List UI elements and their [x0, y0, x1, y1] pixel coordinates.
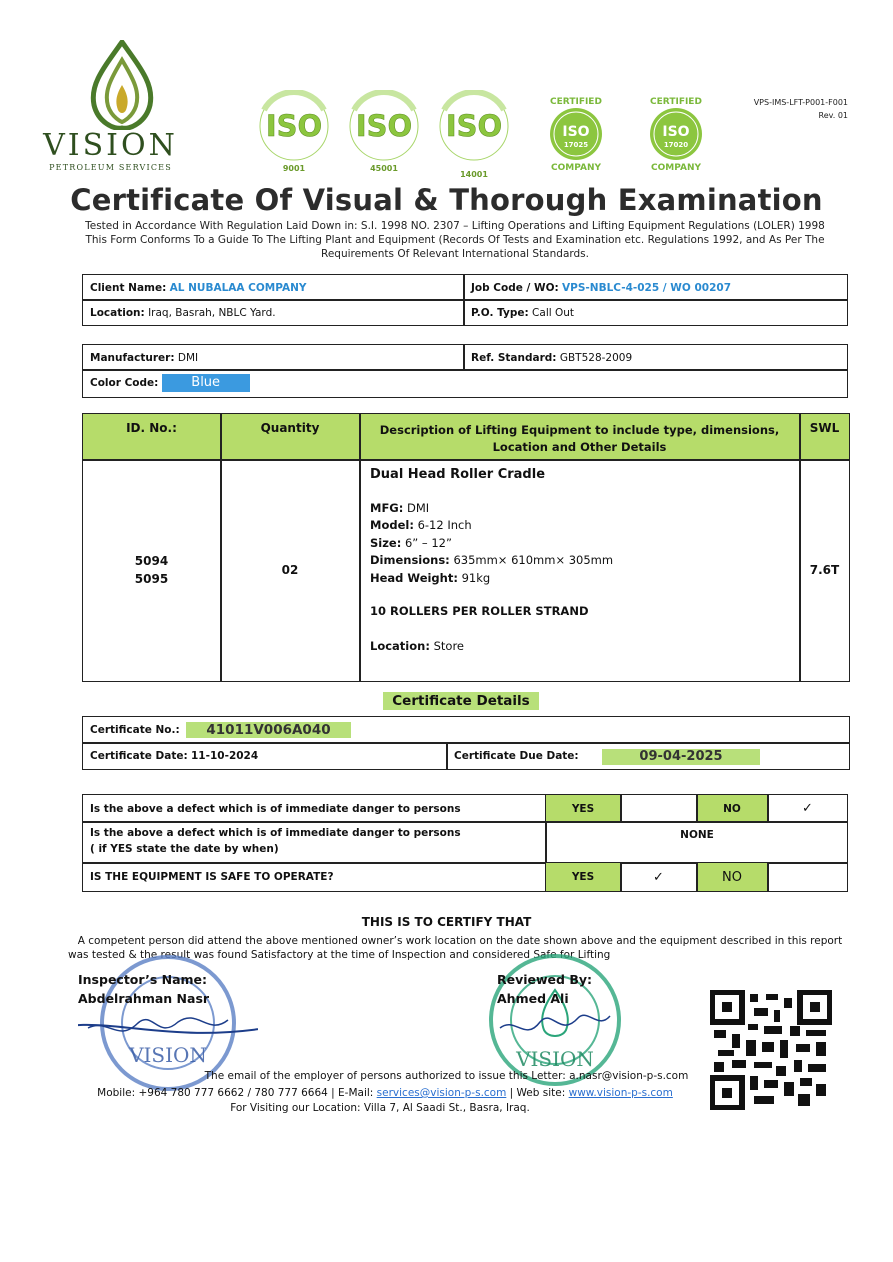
- head-weight-label: Head Weight:: [370, 570, 458, 585]
- defect-1-no: NO: [723, 802, 741, 815]
- equipment-id: 5094: [134, 554, 169, 568]
- col-header-desc-line: Description of Lifting Equipment to include type, dimensions,: [379, 423, 780, 437]
- dimensions-label: Dimensions:: [370, 553, 450, 567]
- col-header-desc-line: Location and Other Details: [492, 440, 667, 454]
- safe-to-operate-text: IS THE EQUIPMENT IS SAFE TO OPERATE?: [90, 871, 334, 883]
- manufacturer-value: DMI: [177, 351, 199, 364]
- svg-text:CERTIFIED: CERTIFIED: [550, 97, 602, 107]
- certify-heading: THIS IS TO CERTIFY THAT: [361, 915, 532, 929]
- doc-revision: Rev. 01: [818, 111, 848, 120]
- iso-number: 45001: [370, 164, 398, 173]
- iso-9001-badge: [250, 90, 338, 175]
- subtitle-line: Tested in Accordance With Regulation Laid Down in: S.I. 1998 NO. 2307 – Lifting Operations and Lifting Equipment Regulations (LOLER) 1998: [85, 220, 825, 232]
- ref-standard-value: GBT528-2009: [559, 351, 633, 364]
- svg-text:VISION: VISION: [516, 1047, 594, 1071]
- svg-text:CERTIFIED: CERTIFIED: [650, 97, 702, 107]
- item-location-value: Store: [433, 638, 464, 653]
- po-type-value: Call Out: [532, 306, 575, 319]
- svg-text:ISO: ISO: [562, 124, 590, 140]
- svg-text:COMPANY: COMPANY: [651, 163, 701, 172]
- defect-1-no-check-icon: ✓: [802, 801, 813, 816]
- footer-address: For Visiting our Location: Villa 7, Al Saadi St., Basra, Iraq.: [230, 1102, 530, 1114]
- size-value: 6” – 12”: [404, 535, 452, 550]
- page-title: Certificate Of Visual & Thorough Examination: [70, 183, 823, 217]
- svg-text:ISO: ISO: [662, 124, 690, 140]
- certificate-no-value: 41011V006A040: [186, 722, 350, 738]
- certificate-no-field: [84, 718, 351, 742]
- document-reference: [754, 96, 848, 122]
- certificate-due-label: Certificate Due Date:: [454, 750, 579, 762]
- certify-line-1: A competent person did attend the above mentioned owner’s work location on the date shown above and the equipment described in this report: [77, 935, 843, 947]
- equipment-name: Dual Head Roller Cradle: [370, 467, 546, 482]
- job-code-field: [465, 276, 731, 299]
- defect-question-2-line: Is the above a defect which is of immediate danger to persons: [90, 827, 461, 839]
- safe-to-operate-question: [84, 864, 334, 890]
- po-type-field: [465, 301, 574, 324]
- defect-question-2-line: ( if YES state the date by when): [90, 843, 279, 855]
- head-weight-value: 91kg: [461, 570, 491, 585]
- mfg-label: MFG:: [370, 500, 404, 515]
- footer-web-label: | Web site:: [506, 1087, 569, 1099]
- svg-text:ISO: ISO: [265, 109, 323, 143]
- iso-17020-badge: [642, 92, 710, 172]
- equipment-swl: 7.6T: [809, 563, 840, 577]
- certificate-details-title: Certificate Details: [383, 692, 539, 710]
- equipment-id-cell: [83, 552, 220, 588]
- certificate-due-value: 09-04-2025: [602, 749, 760, 765]
- defect-question-1-text: Is the above a defect which is of immediate danger to persons: [90, 802, 461, 815]
- ref-standard-label: Ref. Standard:: [471, 351, 557, 364]
- svg-text:ISO: ISO: [445, 109, 503, 143]
- inspector-name: Abdelrahman Nasr: [78, 991, 210, 1006]
- ref-standard-field: [465, 346, 632, 369]
- brand-wordmark: VISION: [43, 128, 178, 163]
- job-code-label: Job Code / WO:: [471, 281, 559, 294]
- item-location-label: Location:: [370, 638, 430, 653]
- reviewer-stamp-icon: [470, 950, 640, 1090]
- certificate-no-label: Certificate No.:: [90, 724, 180, 736]
- equipment-description: [370, 466, 795, 655]
- location-label: Location:: [90, 306, 145, 319]
- client-name-field: [84, 276, 307, 299]
- certify-line-2: was tested & the result was found Satisfactory at the time of Inspection and considered Safe for Lifting: [68, 949, 611, 961]
- location-field: [84, 301, 276, 324]
- certificate-date-field: [84, 743, 258, 769]
- model-label: Model:: [370, 518, 414, 532]
- iso-14001-badge: [430, 90, 518, 179]
- footer-website-link[interactable]: www.vision-p-s.com: [568, 1087, 673, 1099]
- iso-number: 14001: [460, 170, 488, 179]
- col-header-id: ID. No.:: [126, 421, 177, 435]
- svg-text:17020: 17020: [663, 141, 689, 149]
- col-header-swl: SWL: [809, 421, 840, 435]
- iso-number: 9001: [282, 164, 306, 173]
- brand-tagline: PETROLEUM SERVICES: [49, 163, 172, 172]
- job-code-value: VPS-NBLC-4-025 / WO 00207: [562, 281, 731, 294]
- vision-logo-drop-icon: [82, 40, 162, 130]
- color-code-field: [84, 371, 250, 394]
- iso-17025-badge: [542, 92, 610, 172]
- location-value: Iraq, Basrah, NBLC Yard.: [148, 306, 276, 319]
- svg-text:ISO: ISO: [355, 109, 413, 143]
- manufacturer-field: [84, 346, 198, 369]
- iso-45001-badge: [340, 90, 428, 175]
- svg-text:17025: 17025: [563, 141, 589, 149]
- safe-yes-check-icon: ✓: [653, 869, 664, 885]
- color-code-label: Color Code:: [90, 376, 159, 389]
- col-header-description: [361, 422, 798, 456]
- footer-authorized-email: The email of the employer of persons authorized to issue this Letter: a.nasr@vision-p-s.com: [204, 1070, 689, 1082]
- safe-no: NO: [722, 869, 742, 885]
- equipment-quantity: 02: [281, 563, 299, 577]
- subtitle-line: Requirements Of Relevant International Standards.: [321, 248, 589, 260]
- defect-1-yes: YES: [571, 802, 595, 815]
- reviewer-name: Ahmed Ali: [497, 991, 569, 1006]
- client-name-label: Client Name:: [90, 281, 167, 294]
- defect-2-answer: NONE: [680, 829, 714, 841]
- footer-email-link[interactable]: services@vision-p-s.com: [376, 1087, 507, 1099]
- defect-question-1: [84, 796, 461, 821]
- certificate-date-label: Certificate Date:: [90, 750, 188, 762]
- po-type-label: P.O. Type:: [471, 306, 529, 319]
- color-code-value: Blue: [162, 374, 250, 392]
- size-label: Size:: [370, 535, 402, 550]
- footer-contact: [0, 1087, 770, 1099]
- reviewer-label: Reviewed By:: [497, 972, 593, 987]
- certificate-date-value: 11-10-2024: [191, 750, 259, 762]
- rollers-note: 10 ROLLERS PER ROLLER STRAND: [370, 604, 589, 618]
- client-name-value: AL NUBALAA COMPANY: [169, 281, 307, 294]
- col-header-quantity: Quantity: [260, 421, 320, 435]
- manufacturer-label: Manufacturer:: [90, 351, 175, 364]
- svg-text:VISION: VISION: [129, 1043, 207, 1067]
- defect-question-2: [90, 825, 461, 857]
- svg-text:COMPANY: COMPANY: [551, 163, 601, 172]
- inspector-label: Inspector’s Name:: [78, 972, 208, 987]
- certificate-due-field: [448, 743, 579, 769]
- subtitle-line: This Form Conforms To a Guide To The Lifting Plant and Equipment (Records Of Tests and Examination etc. Regulations 1992, and As Per The: [85, 234, 825, 246]
- model-value: 6-12 Inch: [417, 518, 472, 532]
- doc-code: VPS-IMS-LFT-P001-F001: [753, 98, 848, 107]
- footer-mobile: Mobile: +964 780 777 6662 / 780 777 6664 | E-Mail:: [97, 1087, 377, 1099]
- page-subtitle: [60, 219, 850, 261]
- equipment-id: 5095: [134, 572, 169, 586]
- dimensions-value: 635mm× 610mm× 305mm: [453, 553, 614, 567]
- safe-yes: YES: [571, 871, 595, 883]
- mfg-value: DMI: [407, 500, 430, 515]
